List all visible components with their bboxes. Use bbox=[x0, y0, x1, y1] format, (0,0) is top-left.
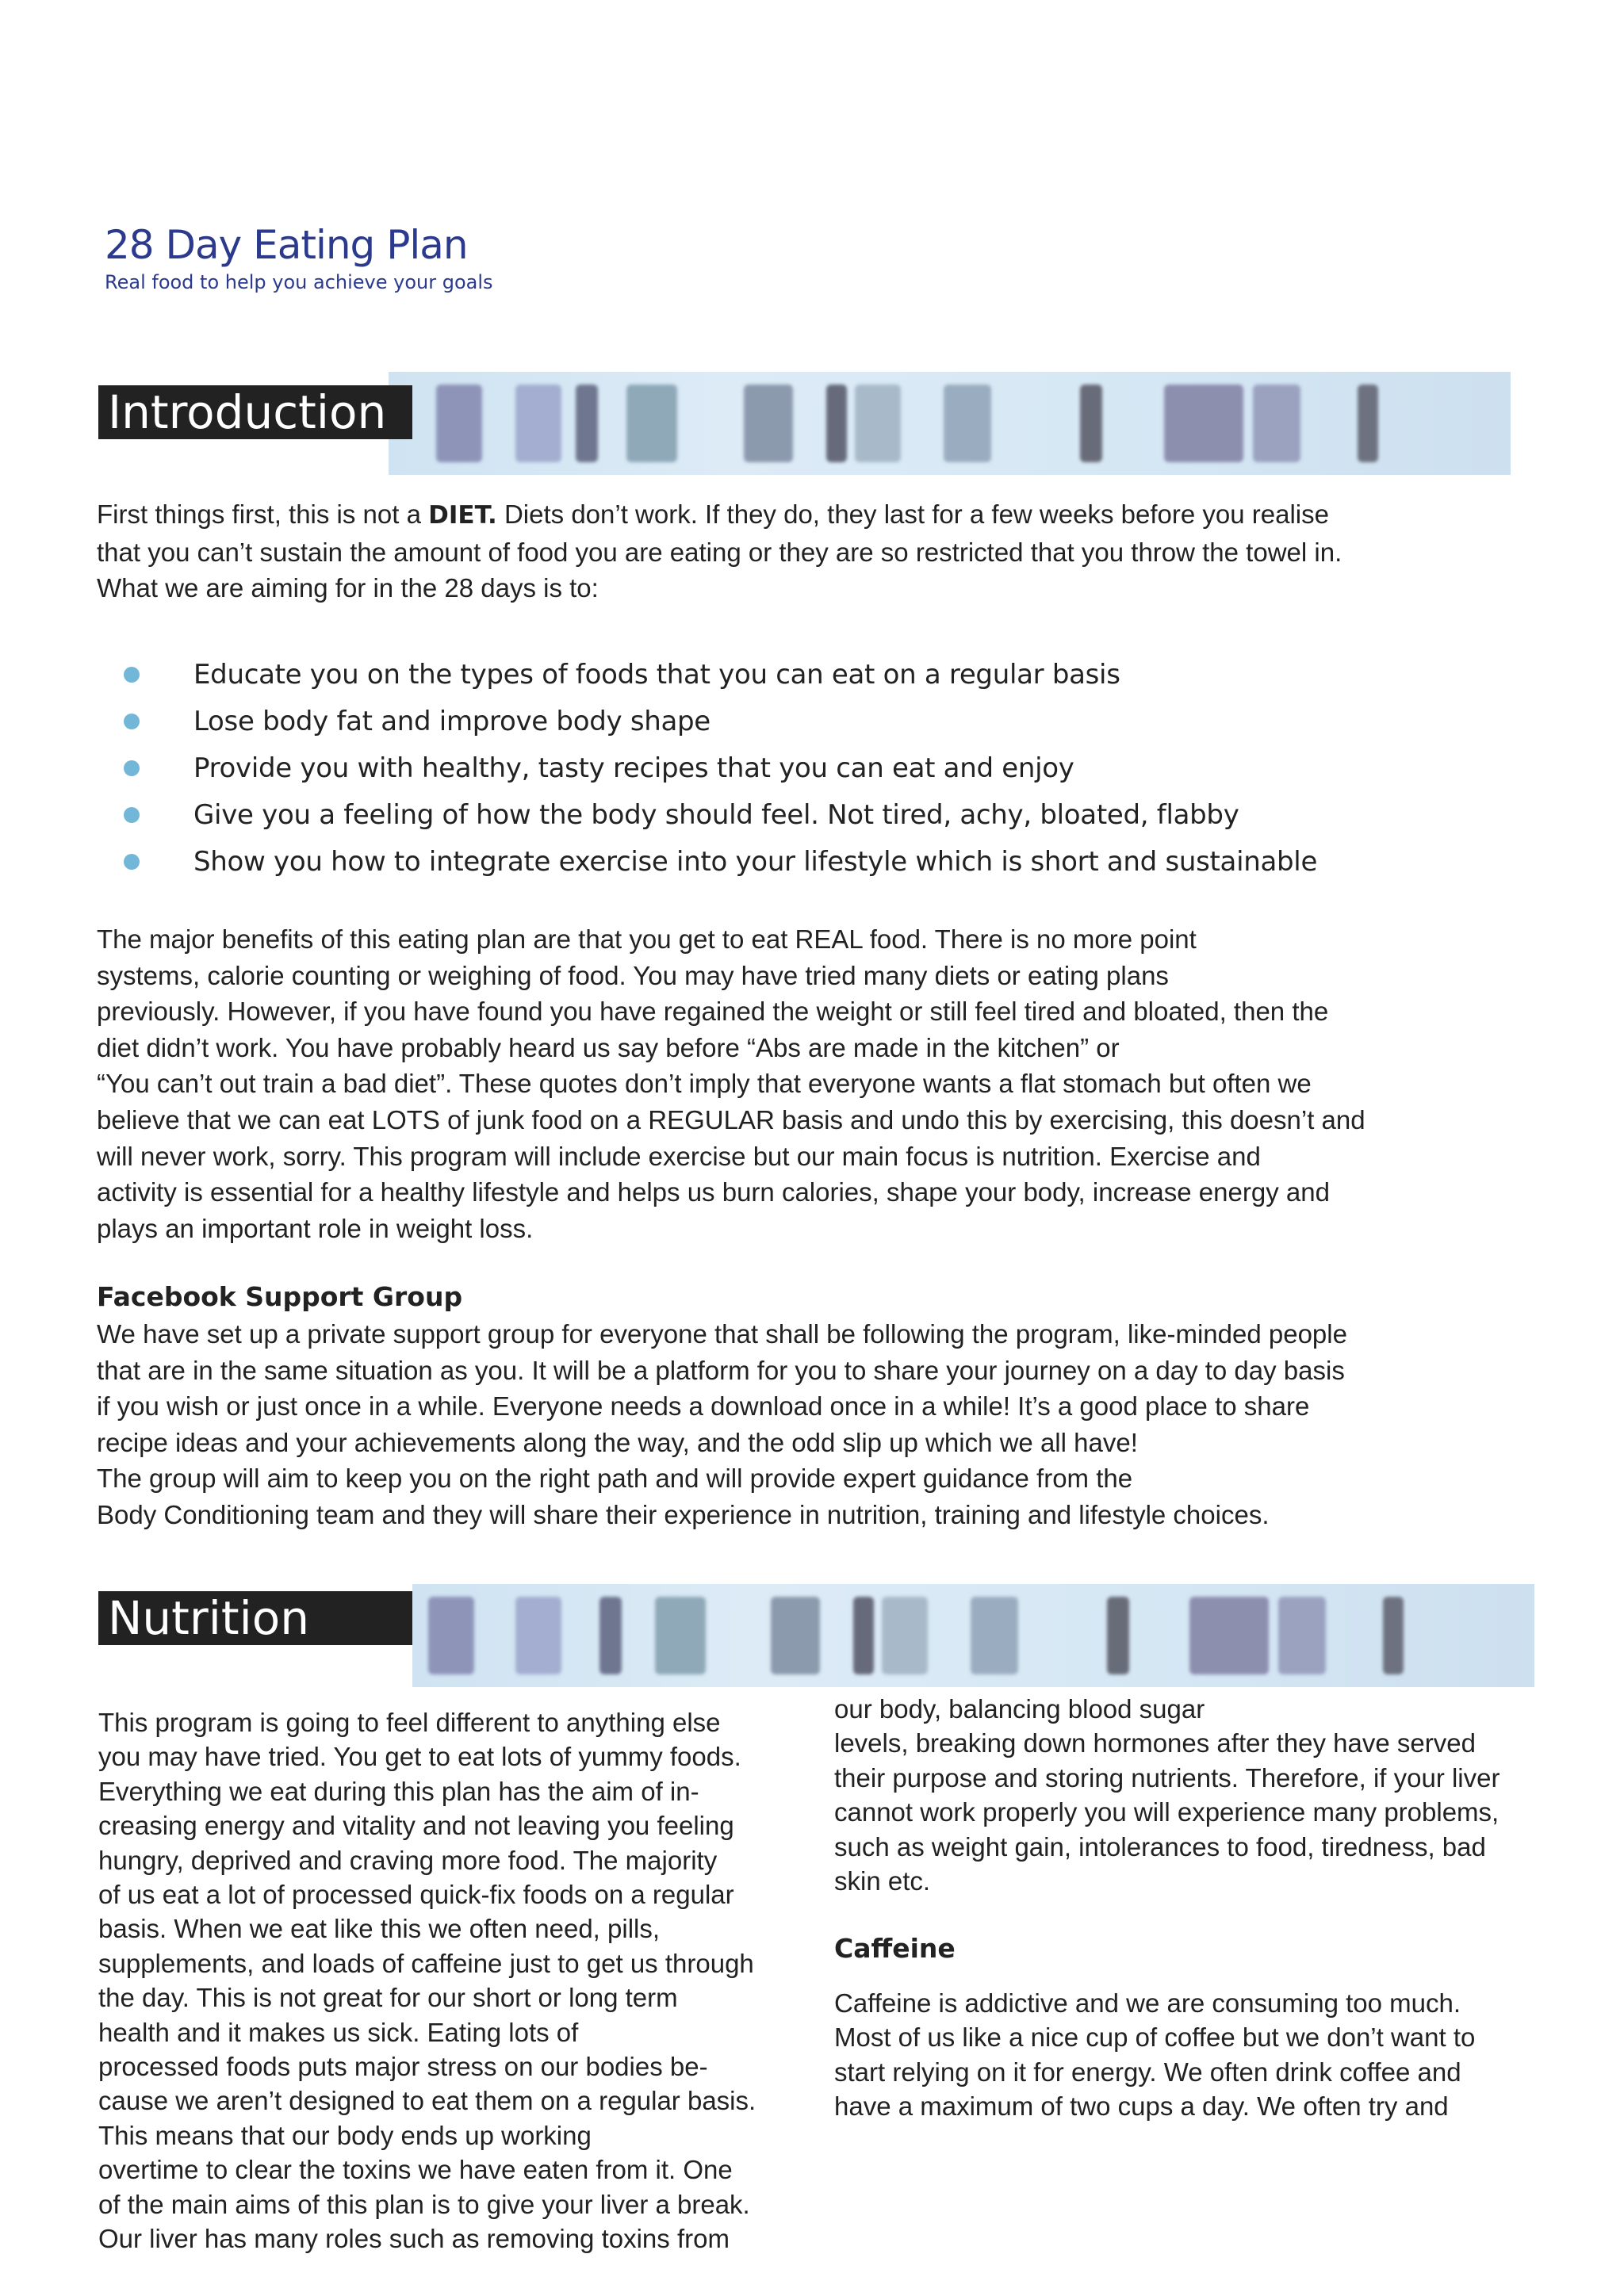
bullet-icon bbox=[124, 760, 140, 776]
list-item: Provide you with healthy, tasty recipes that you can eat and enjoy bbox=[119, 745, 1317, 792]
goals-list bbox=[119, 652, 1317, 886]
nutrition-banner-image bbox=[412, 1584, 1534, 1687]
bullet-icon bbox=[124, 854, 140, 870]
diet-emphasis: DIET. bbox=[428, 501, 497, 530]
section-heading-introduction: Introduction bbox=[98, 385, 412, 439]
section-heading-nutrition: Nutrition bbox=[98, 1591, 412, 1645]
introduction-banner-image bbox=[389, 372, 1511, 475]
caffeine-heading: Caffeine bbox=[834, 1933, 956, 1964]
bullet-icon bbox=[124, 714, 140, 729]
bullet-icon bbox=[124, 807, 140, 823]
nutrition-right-column: our body, balancing blood sugar levels, breaking down hormones after they have served their purpose and storing nutrients. Therefore, if your liver cannot work properly you will experience many problems, such as weight gain, intolerances to food, tiredness, bad skin etc. bbox=[834, 1694, 1500, 1896]
facebook-group-heading: Facebook Support Group bbox=[97, 1281, 463, 1312]
intro-paragraph: First things first, this is not a DIET. Diets don’t work. If they do, they last for a few weeks before you realise that you can’t sustain the amount of food you are eating or they are so restricted that you throw the towel in. What we are aiming for in the 28 days is to: bbox=[97, 499, 1342, 603]
list-item: Give you a feeling of how the body should feel. Not tired, achy, bloated, flabby bbox=[119, 792, 1317, 839]
facebook-group-paragraph: We have set up a private support group for everyone that shall be following the program, like-minded people that are in the same situation as you. It will be a platform for you to share your journey on a day to day basis if you wish or just once in a while. Everyone needs a download once in a while! It’s a good place to share recipe ideas and your achievements along the way, and the odd slip up which we all have! The group will aim to keep you on the right path and will provide expert guidance from the Body Conditioning team and they will share their experience in nutrition, training and lifestyle choices. bbox=[97, 1319, 1347, 1529]
list-item: Show you how to integrate exercise into your lifestyle which is short and sustainable bbox=[119, 839, 1317, 886]
bullet-icon bbox=[124, 667, 140, 683]
page-title: 28 Day Eating Plan bbox=[105, 222, 468, 268]
page-subtitle: Real food to help you achieve your goals bbox=[105, 271, 493, 293]
list-item: Lose body fat and improve body shape bbox=[119, 698, 1317, 745]
benefits-paragraph: The major benefits of this eating plan are that you get to eat REAL food. There is no more point systems, calorie counting or weighing of food. You may have tried many diets or eating plans previously. However, if you have found you have regained the weight or still feel tired and bloated, then the diet didn’t work. You have probably heard us say before “Abs are made in the kitchen” or “You can’t out train a bad diet”. These quotes don’t imply that everyone wants a flat stomach but often we believe that we can eat LOTS of junk food on a REGULAR basis and undo this by exercising, this doesn’t and will never work, sorry. This program will include exercise but our main focus is nutrition. Exercise and activity is essential for a healthy lifestyle and helps us burn calories, shape your body, increase energy and plays an important role in weight loss. bbox=[97, 924, 1365, 1243]
nutrition-left-column: This program is going to feel different to anything else you may have tried. You get to eat lots of yummy foods. Everything we eat during this plan has the aim of in- creasing energy and vitality and not leaving you feeling hungry, deprived and craving more food. The majority of us eat a lot of processed quick-fix foods on a regular basis. When we eat like this we often need, pills, supplements, and loads of caffeine just to get us through the day. This is not great for our short or long term health and it makes us sick. Eating lots of processed foods puts major stress on our bodies be- cause we aren’t designed to eat them on a regular basis. This means that our body ends up working overtime to clear the toxins we have eaten from it. One of the main aims of this plan is to give your liver a break. Our liver has many roles such as removing toxins from bbox=[98, 1708, 756, 2254]
caffeine-paragraph: Caffeine is addictive and we are consuming too much. Most of us like a nice cup of coffee but we don’t want to start relying on it for energy. We often drink coffee and have a maximum of two cups a day. We often try and bbox=[834, 1988, 1476, 2122]
list-item: Educate you on the types of foods that you can eat on a regular basis bbox=[119, 652, 1317, 698]
